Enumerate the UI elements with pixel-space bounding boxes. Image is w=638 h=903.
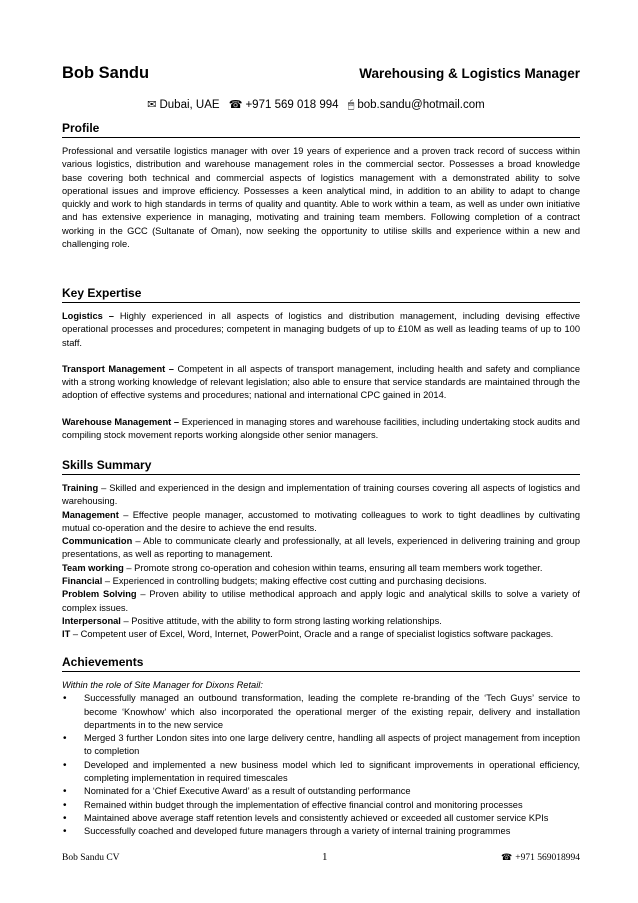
list-item: • Developed and implemented a new business model which led to significant improvements in operational efficiency, completing implementation in required timescales — [62, 759, 580, 786]
page-footer — [62, 853, 580, 867]
skill-item: Management – Effective people manager, accustomed to motivating colleagues to work to tight deadlines by cultivating mutual co-operation and the desire to achieve the end results. — [62, 509, 580, 533]
contact-line — [0, 98, 638, 112]
header — [62, 64, 580, 84]
contact-location: Dubai, UAE — [159, 99, 220, 111]
envelope-icon: ✉ — [147, 98, 157, 111]
section-title-skills: Skills Summary — [62, 458, 580, 475]
section-title-achievements: Achievements — [62, 655, 580, 672]
profile-section — [62, 121, 580, 251]
skills-section — [62, 458, 580, 642]
skill-item: Problem Solving – Proven ability to utilise methodical approach and apply logic and analytical skills to solve a variety of complex issues. — [62, 589, 580, 613]
job-title: Warehousing & Logistics Manager — [359, 66, 580, 81]
skill-item: Training – Skilled and experienced in the design and implementation of training courses covering all aspects of logistics and warehousing. — [62, 483, 580, 507]
skill-item: Team working – Promote strong co-operation and cohesion within teams, ensuring all team members work together. — [62, 562, 543, 573]
phone-icon: ☎ — [228, 98, 243, 111]
section-title-profile: Profile — [62, 121, 580, 138]
achievements-list — [62, 692, 580, 838]
skill-item: Interpersonal – Positive attitude, with the ability to form strong lasting working relationships. — [62, 615, 442, 626]
candidate-name: Bob Sandu — [62, 64, 150, 82]
footer-phone: ☎ +971 569018994 — [501, 853, 580, 863]
skill-item: IT – Competent user of Excel, Word, Internet, PowerPoint, Oracle and a range of specialist logistics software packages. — [62, 629, 554, 640]
expertise-item: Logistics – Highly experienced in all aspects of logistics and distribution management, including devising effective operational processes and procedures; competent in managing budgets of up to £10M as well as leading teams of up to 100 staff. — [62, 311, 580, 348]
footer-doc-name: Bob Sandu CV — [62, 853, 120, 863]
expertise-item: Transport Management – Competent in all aspects of transport management, including health and safety and compliance with a strong working knowledge of relevant legislation; also able to ensure that service standards are maintained through the adoption of effective systems and procedures; national and international CPC gained in 2014. — [62, 363, 580, 401]
expertise-item: Warehouse Management – Experienced in managing stores and warehouse facilities, including undertaking stock audits and compiling stock movement reports working alongside other senior managers. — [62, 416, 580, 441]
list-item: • Successfully coached and developed future managers through a variety of internal training programmes — [62, 825, 580, 838]
contact-email[interactable]: bob.sandu@hotmail.com — [357, 99, 485, 111]
expertise-section — [62, 286, 580, 442]
phone-icon: ☎ — [501, 853, 513, 863]
list-item: • Remained within budget through the implementation of effective financial control and monitoring processes — [62, 799, 580, 812]
list-item: • Nominated for a ‘Chief Executive Award’ as a result of outstanding performance — [62, 785, 580, 798]
page-number: 1 — [322, 851, 328, 863]
achievements-section — [62, 655, 580, 839]
profile-text: Professional and versatile logistics manager with over 19 years of experience and a proven track record of success within various logistics, distribution and warehouse management roles in the commercial sector. Possesses a broad knowledge base covering both technical and commercial aspects of logistics management with a demonstrated ability to solve operational issues and improve efficiency. Possesses a keen analytical mind, in addition to an ability to adapt to change quickly and work to high standards in terms of quality and quantity. Able to work within a team, as well as under own initiative and has extensive experience in managing, motivating and training team members. Following completion of a contract working in the GCC (Sultanate of Oman), now seeking the opportunity to utilise skills and experience within a new and challenging role. — [62, 146, 580, 250]
section-title-expertise: Key Expertise — [62, 286, 580, 303]
list-item: • Merged 3 further London sites into one large delivery centre, handling all aspects of project management from inception to completion — [62, 732, 580, 759]
achievements-intro: Within the role of Site Manager for Dixons Retail: — [62, 680, 263, 690]
contact-phone: +971 569 018 994 — [245, 99, 339, 111]
mouse-icon: 🖱 — [347, 98, 355, 111]
list-item: • Successfully managed an outbound transformation, leading the complete re-branding of the ‘Tech Guys’ service to become ‘Knowhow’ which also incorporated the operational merger of the existing repair, delivery and installation departments in to the new service — [62, 692, 580, 732]
skill-item: Communication – Able to communicate clearly and professionally, at all levels, experienced in delivering training and group presentations, as well as reporting to management. — [62, 536, 580, 560]
skill-item: Financial – Experienced in controlling budgets; making effective cost cutting and purchasing decisions. — [62, 576, 487, 587]
list-item: • Maintained above average staff retention levels and consistently achieved or exceeded all customer service KPIs — [62, 812, 580, 825]
